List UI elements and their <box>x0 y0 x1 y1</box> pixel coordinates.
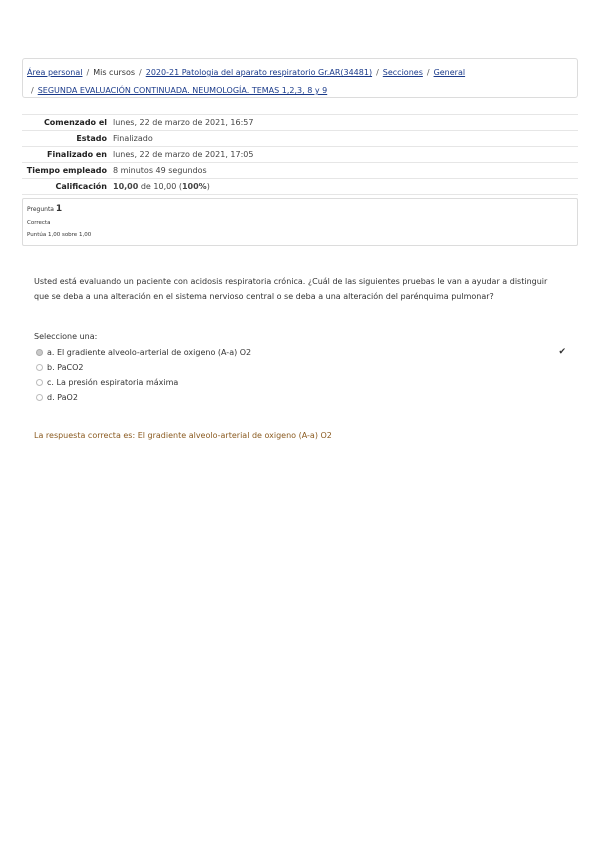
radio-selected-icon[interactable] <box>36 349 43 356</box>
grade-score: 10,00 <box>113 182 139 191</box>
answer-option-b[interactable] <box>36 360 566 375</box>
breadcrumb-general[interactable]: General <box>433 68 466 77</box>
summary-label: Estado <box>22 131 113 147</box>
breadcrumb-mis-cursos: Mis cursos <box>93 68 136 77</box>
breadcrumb-separator: / <box>426 68 430 77</box>
answer-options <box>36 345 566 405</box>
grade-end: ) <box>206 182 210 191</box>
radio-icon[interactable] <box>36 394 43 401</box>
breadcrumb-separator: / <box>139 68 142 77</box>
grade-label: Calificación <box>22 179 113 195</box>
grade-value <box>113 179 578 195</box>
summary-value: 8 minutos 49 segundos <box>113 163 578 179</box>
answer-option-d[interactable] <box>36 390 566 405</box>
breadcrumb <box>22 58 578 98</box>
summary-value: Finalizado <box>113 131 578 147</box>
radio-icon[interactable] <box>36 379 43 386</box>
question-prefix: Pregunta <box>27 206 54 213</box>
summary-label: Finalizado en <box>22 147 113 163</box>
breadcrumb-separator: / <box>86 68 90 77</box>
grade-percent: 100% <box>181 182 207 191</box>
question-number <box>27 202 573 217</box>
answer-prompt: Seleccione una: <box>34 332 98 341</box>
right-answer-feedback: La respuesta correcta es: El gradiente alveolo-arterial de oxigeno (A-a) O2 <box>34 431 332 440</box>
summary-value: lunes, 22 de marzo de 2021, 16:57 <box>113 115 578 131</box>
breadcrumb-course[interactable]: 2020-21 Patologia del aparato respiratorio Gr.AR(34481) <box>145 68 373 77</box>
radio-icon[interactable] <box>36 364 43 371</box>
option-label: d. PaO2 <box>47 393 78 402</box>
question-text: Usted está evaluando un paciente con acidosis respiratoria crónica. ¿Cuál de las siguientes pruebas le van a ayudar a distinguir que se deba a una alteración en el sistema nervioso central o se deba a una alteración del parénquima pulmonar? <box>34 277 548 301</box>
breadcrumb-secciones[interactable]: Secciones <box>382 68 423 77</box>
question-grade: Puntúa 1,00 sobre 1,00 <box>27 232 92 238</box>
summary-label: Tiempo empleado <box>22 163 113 179</box>
summary-row-grade <box>22 179 578 195</box>
check-icon: ✔ <box>558 347 566 357</box>
option-label: a. El gradiente alveolo-arterial de oxigeno (A-a) O2 <box>47 348 252 357</box>
attempt-summary <box>22 114 578 195</box>
breadcrumb-area-personal[interactable]: Área personal <box>27 68 83 77</box>
answer-option-a[interactable] <box>36 345 566 360</box>
summary-value: lunes, 22 de marzo de 2021, 17:05 <box>113 147 578 163</box>
question-info <box>22 198 578 246</box>
breadcrumb-separator: / <box>376 68 379 77</box>
summary-row <box>22 131 578 147</box>
breadcrumb-quiz[interactable]: SEGUNDA EVALUACIÓN CONTINUADA. NEUMOLOGÍA. TEMAS 1,2,3, 8 y 9 <box>37 86 328 95</box>
option-label: c. La presión espiratoria máxima <box>47 378 179 387</box>
question-number-value: 1 <box>55 204 63 214</box>
option-label: b. PaCO2 <box>47 363 84 372</box>
question-state: Correcta <box>27 220 51 226</box>
answer-option-c[interactable] <box>36 375 566 390</box>
summary-row <box>22 163 578 179</box>
summary-label: Comenzado el <box>22 115 113 131</box>
summary-row <box>22 147 578 163</box>
breadcrumb-separator: / <box>31 86 34 95</box>
grade-mid: de 10,00 ( <box>138 182 182 191</box>
summary-row <box>22 115 578 131</box>
